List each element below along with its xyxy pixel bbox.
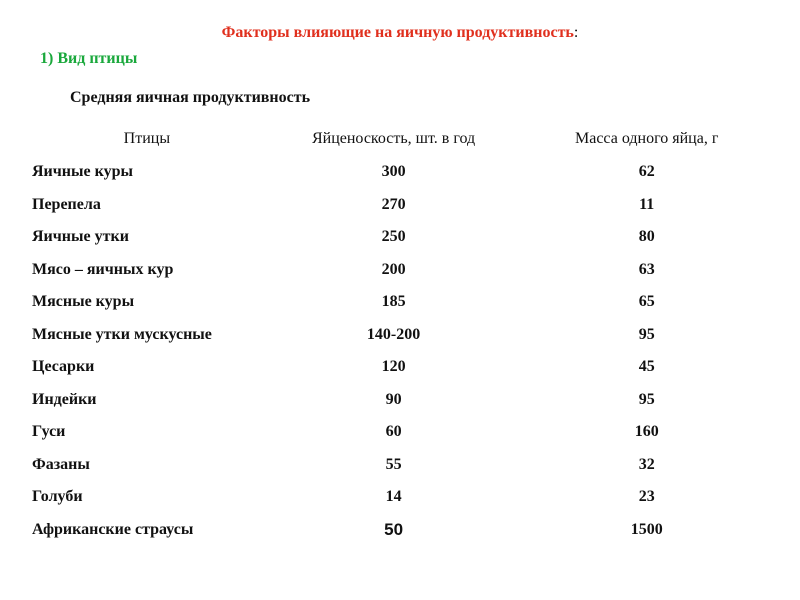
cell-mass: 95 <box>638 390 655 408</box>
cell-mass: 95 <box>638 325 655 343</box>
cell-eggs: 140-200 <box>366 325 421 343</box>
cell-bird: Мясо – яичных кур <box>32 260 174 278</box>
table-row <box>24 481 776 514</box>
section-subtitle: 1) Вид птицы <box>40 50 138 67</box>
table-row <box>24 254 776 287</box>
cell-eggs: 300 <box>381 163 406 181</box>
table-row <box>24 351 776 384</box>
cell-bird: Мясные утки мускусные <box>32 325 212 343</box>
cell-bird: Яичные утки <box>32 228 129 246</box>
cell-mass: 1500 <box>630 520 663 538</box>
cell-mass: 80 <box>638 228 655 246</box>
cell-eggs: 270 <box>381 195 406 213</box>
cell-bird: Яичные куры <box>32 163 133 181</box>
cell-eggs: 185 <box>381 293 406 311</box>
cell-eggs: 200 <box>381 260 406 278</box>
header-birds: Птицы <box>123 130 171 147</box>
cell-bird: Голуби <box>32 488 83 506</box>
productivity-table <box>24 122 776 546</box>
cell-bird: Мясные куры <box>32 293 135 311</box>
table-header <box>24 122 776 156</box>
cell-bird: Цесарки <box>32 358 95 376</box>
cell-mass: 45 <box>638 358 655 376</box>
cell-bird: Перепела <box>32 195 101 213</box>
cell-mass: 62 <box>638 163 655 181</box>
cell-eggs: 90 <box>385 390 402 408</box>
cell-eggs: 50 <box>384 519 404 539</box>
cell-mass: 65 <box>638 293 655 311</box>
table-row <box>24 221 776 254</box>
cell-mass: 23 <box>638 488 655 506</box>
table-caption: Средняя яичная продуктивность <box>70 89 311 106</box>
cell-eggs: 60 <box>385 423 402 441</box>
table-row <box>24 449 776 482</box>
table-row <box>24 319 776 352</box>
table-body <box>24 156 776 546</box>
cell-eggs: 14 <box>385 488 402 506</box>
cell-mass: 160 <box>634 423 659 441</box>
table-row <box>24 514 776 547</box>
cell-bird: Фазаны <box>32 455 90 473</box>
cell-mass: 63 <box>638 260 655 278</box>
cell-mass: 11 <box>639 195 655 213</box>
cell-bird: Индейки <box>32 390 97 408</box>
page-title <box>0 24 800 42</box>
table-row <box>24 156 776 189</box>
cell-eggs: 55 <box>385 455 402 473</box>
table-row <box>24 189 776 222</box>
header-egg-mass: Масса одного яйца, г <box>575 130 719 147</box>
table-row <box>24 286 776 319</box>
page-title-text: Факторы влияющие на яичную продуктивность <box>221 24 574 41</box>
cell-bird: Гуси <box>32 423 66 441</box>
table-header-row <box>24 122 776 156</box>
header-egg-count: Яйценоскость, шт. в год <box>311 130 476 147</box>
cell-bird: Африканские страусы <box>32 520 194 538</box>
page-title-colon: : <box>573 24 579 41</box>
table-row <box>24 416 776 449</box>
cell-mass: 32 <box>638 455 655 473</box>
cell-eggs: 120 <box>381 358 406 376</box>
table-row <box>24 384 776 417</box>
cell-eggs: 250 <box>381 228 406 246</box>
